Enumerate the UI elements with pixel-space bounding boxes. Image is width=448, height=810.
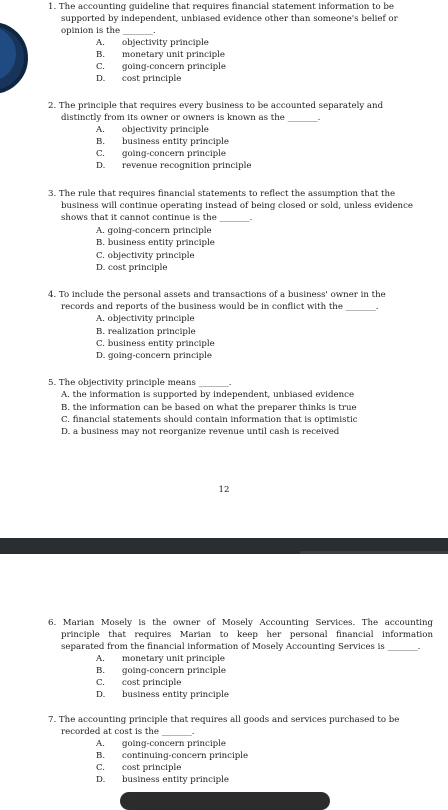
question-6-option-d bbox=[96, 690, 230, 700]
page-number: 12 bbox=[218, 485, 230, 495]
question-2-option-d bbox=[96, 161, 252, 171]
question-6-option-c bbox=[96, 678, 182, 688]
question-2-option-a bbox=[96, 125, 209, 135]
question-1-option-c bbox=[96, 62, 226, 72]
question-1-option-d bbox=[96, 74, 182, 84]
option-letter: A. bbox=[96, 38, 105, 48]
option-letter: D. bbox=[96, 74, 106, 84]
option-letter: B. bbox=[96, 751, 106, 761]
option-letter: B. bbox=[96, 666, 106, 676]
option-text: cost principle bbox=[122, 74, 182, 84]
option-letter: D. bbox=[96, 161, 106, 171]
question-5-line-1: 5. The objectivity principle means _______. bbox=[48, 378, 232, 388]
bottom-overlay-bar bbox=[120, 792, 330, 810]
question-7-option-d bbox=[96, 775, 230, 785]
option-text: monetary unit principle bbox=[122, 654, 226, 664]
question-2-line-2: distinctly from its owner or owners is known as the _______. bbox=[61, 113, 321, 123]
option-letter: C. bbox=[96, 763, 106, 773]
question-3-option-b: B. business entity principle bbox=[96, 238, 215, 248]
option-text: going-concern principle bbox=[122, 739, 226, 749]
question-6-line-1: 6. Marian Mosely is the owner of Mosely Accounting Services. The accounting bbox=[48, 618, 433, 628]
question-6-line-2: principle that requires Marian to keep her personal financial information bbox=[61, 630, 433, 640]
option-text: revenue recognition principle bbox=[122, 161, 252, 171]
question-1-line-2: supported by independent, unbiased evidence other than someone's belief or bbox=[61, 14, 398, 24]
question-4-option-c: C. business entity principle bbox=[96, 339, 215, 349]
option-letter: C. bbox=[96, 62, 106, 72]
question-3-option-a: A. going-concern principle bbox=[96, 226, 212, 236]
question-6-option-b bbox=[96, 666, 226, 676]
question-4-option-d: D. going-concern principle bbox=[96, 351, 212, 361]
option-text: monetary unit principle bbox=[122, 50, 226, 60]
question-7-line-1: 7. The accounting principle that requires all goods and services purchased to be bbox=[48, 715, 400, 725]
option-letter: C. bbox=[96, 678, 106, 688]
question-2-option-b bbox=[96, 137, 230, 147]
question-4-option-b: B. realization principle bbox=[96, 327, 196, 337]
question-3-line-1: 3. The rule that requires financial statements to reflect the assumption that the bbox=[48, 189, 396, 199]
question-1-line-1: 1. The accounting guideline that requires financial statement information to be bbox=[48, 2, 394, 12]
option-letter: B. bbox=[96, 137, 106, 147]
question-4-line-1: 4. To include the personal assets and transactions of a business' owner in the bbox=[48, 290, 386, 300]
option-letter: A. bbox=[96, 739, 105, 749]
question-7-line-2: recorded at cost is the _______. bbox=[61, 727, 195, 737]
option-text: business entity principle bbox=[122, 690, 230, 700]
option-text: objectivity principle bbox=[122, 125, 209, 135]
question-5-option-b: B. the information can be based on what the preparer thinks is true bbox=[61, 403, 357, 413]
question-7-option-a bbox=[96, 739, 226, 749]
question-4-line-2: records and reports of the business would be in conflict with the _______. bbox=[61, 302, 379, 312]
option-text: objectivity principle bbox=[122, 38, 209, 48]
question-7-option-c bbox=[96, 763, 182, 773]
question-2-line-1: 2. The principle that requires every business to be accounted separately and bbox=[48, 101, 384, 111]
question-1-option-b bbox=[96, 50, 226, 60]
option-letter: B. bbox=[96, 50, 106, 60]
option-text: going-concern principle bbox=[122, 666, 226, 676]
question-3-line-2: business will continue operating instead of being closed or sold, unless evidence bbox=[61, 201, 413, 211]
question-4-option-a: A. objectivity principle bbox=[96, 314, 195, 324]
question-7-option-b bbox=[96, 751, 249, 761]
question-5-option-a: A. the information is supported by independent, unbiased evidence bbox=[61, 390, 355, 400]
option-text: going-concern principle bbox=[122, 62, 226, 72]
question-2-option-c bbox=[96, 149, 226, 159]
option-letter: A. bbox=[96, 125, 105, 135]
option-text: cost principle bbox=[122, 678, 182, 688]
question-6-option-a bbox=[96, 654, 226, 664]
option-text: business entity principle bbox=[122, 137, 230, 147]
question-5-option-c: C. financial statements should contain information that is optimistic bbox=[61, 415, 358, 425]
option-letter: C. bbox=[96, 149, 106, 159]
question-3-option-d: D. cost principle bbox=[96, 263, 168, 273]
option-letter: D. bbox=[96, 775, 106, 785]
option-text: going-concern principle bbox=[122, 149, 226, 159]
option-text: business entity principle bbox=[122, 775, 230, 785]
question-3-line-3: shows that it cannot continue is the _______. bbox=[61, 213, 253, 223]
document-page-2 bbox=[0, 554, 448, 798]
option-letter: D. bbox=[96, 690, 106, 700]
question-5-option-d: D. a business may not reorganize revenue until cash is received bbox=[61, 427, 340, 437]
question-1-option-a bbox=[96, 38, 209, 48]
option-letter: A. bbox=[96, 654, 105, 664]
option-text: continuing-concern principle bbox=[122, 751, 249, 761]
question-3-option-c: C. objectivity principle bbox=[96, 251, 195, 261]
question-1-line-3: opinion is the _______. bbox=[61, 26, 156, 36]
option-text: cost principle bbox=[122, 763, 182, 773]
question-6-line-3: separated from the financial information of Mosely Accounting Services is _______. bbox=[61, 642, 421, 652]
